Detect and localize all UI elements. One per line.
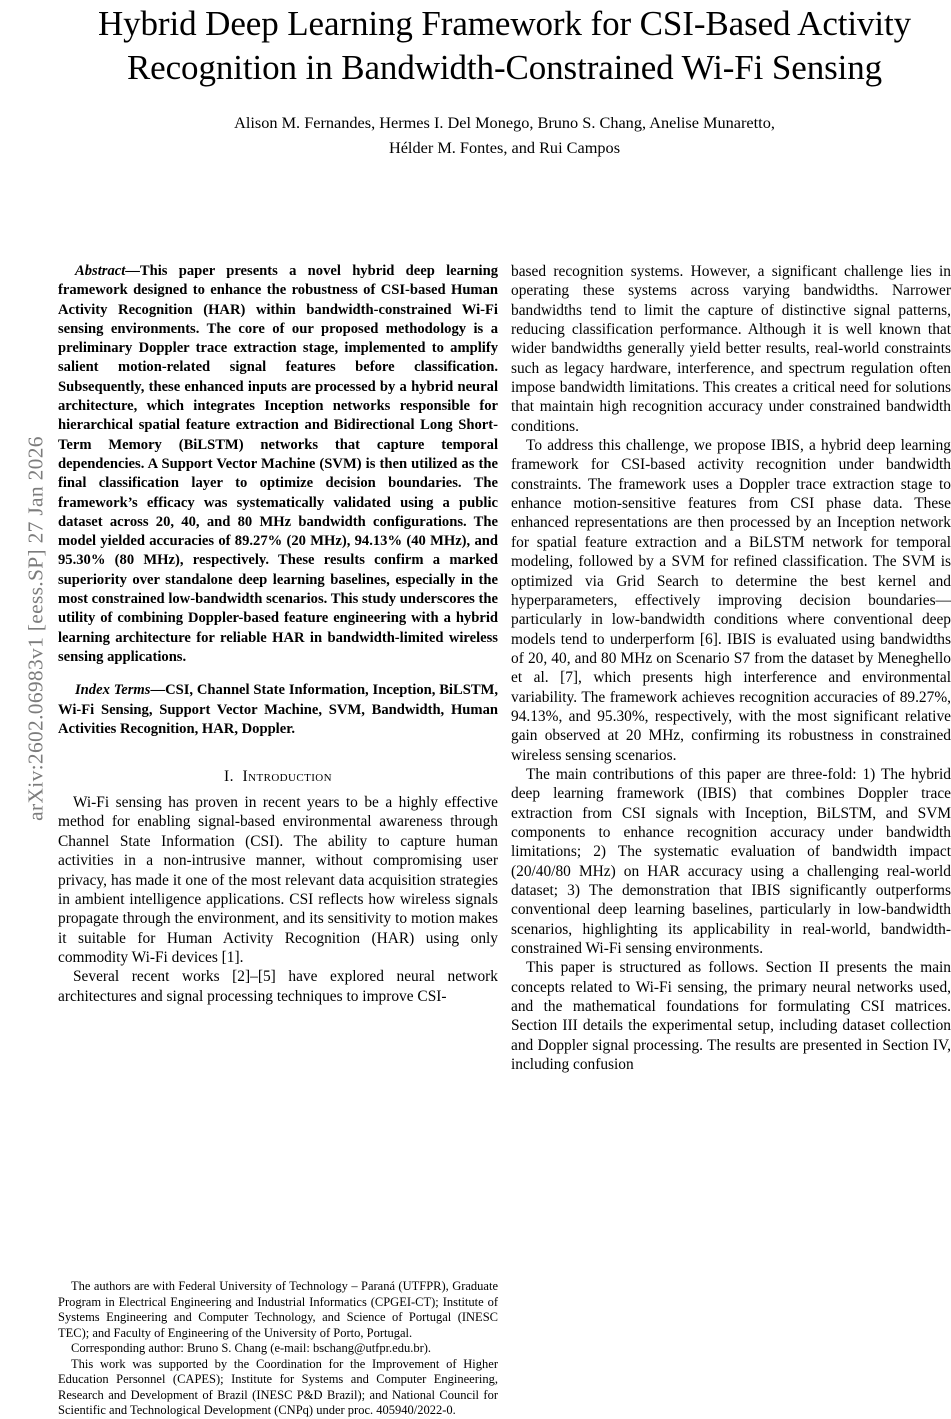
abstract-text: This paper presents a novel hybrid deep learning framework designed to enhance the robustness of CSI-based Human Activity Recognition (HAR) within bandwidth-constrained Wi-Fi sensing environments. The core of our proposed methodology is a preliminary Doppler trace extraction stage, implemented to amplify salient motion-related signal features before classification. Subsequently, these enhanced inputs are processed by a hybrid neural architecture, which integrates Inception networks responsible for hierarchical spatial feature extraction and Bidirectional Long Short-Term Memory (BiLSTM) networks that capture temporal dependencies. A Support Vector Machine (SVM) is then utilized as the final classification layer to optimize decision boundaries. The framework’s efficacy was systematically validated using a public dataset across 20, 40, and 80 MHz bandwidth configurations. The model yielded accuracies of 89.27% (20 MHz), 94.13% (40 MHz), and 95.30% (80 MHz), respectively. These results confirm a marked superiority over standalone deep learning baselines, especially in the most constrained low-bandwidth scenarios. This study underscores the utility of combining Doppler-based feature engineering with a hybrid learning architecture for reliable HAR in bandwidth-limited wireless sensing applications. <box>58 263 498 665</box>
section-numeral: I. <box>224 768 234 786</box>
column-right <box>511 262 951 1074</box>
page-title: Hybrid Deep Learning Framework for CSI-Based Activity Recognition in Bandwidth-Constrained Wi-Fi Sensing <box>97 4 912 87</box>
abstract-label: Abstract <box>75 263 126 279</box>
author-list <box>58 110 951 160</box>
footnote-funding: This work was supported by the Coordination for the Improvement of Higher Education Personnel (CAPES); Institute for Systems and Computer Engineering, Research and Development of Brazil (INESC P&D Brazil); and National Council for Scientific and Technological Development (CNPq) under proc. 405940/2022-0. <box>58 1356 498 1418</box>
column-left <box>58 262 498 1418</box>
abstract-paragraph <box>58 262 498 667</box>
abstract-dash: — <box>125 263 140 279</box>
body-paragraph-6: This paper is structured as follows. Section II presents the main concepts related to Wi-Fi sensing, the primary neural networks used, and the mathematical foundations for formulating CSI matrices. Section III details the experimental setup, including dataset collection and Doppler signal processing. The results are presented in Section IV, including confusion <box>511 959 951 1074</box>
author-line-2: Hélder M. Fontes, and Rui Campos <box>388 138 621 157</box>
section-heading-introduction <box>58 768 498 786</box>
footnote-corresponding-author: Corresponding author: Bruno S. Chang (e-mail: bschang@utfpr.edu.br). <box>71 1341 432 1356</box>
index-terms-dash: — <box>150 682 166 699</box>
index-terms-paragraph <box>58 681 498 739</box>
body-paragraph-1: Wi-Fi sensing has proven in recent years to be a highly effective method for enabling signal-based environmental awareness through Channel State Information (CSI). The ability to capture human activities in a non-intrusive manner, without compromising user privacy, has made it one of the most relevant data acquisition strategies in ambient intelligence applications. CSI reflects how wireless signals propagate through the environment, and its sensitivity to motion makes it suitable for Human Activity Recognition (HAR) using only commodity Wi-Fi devices [1]. <box>58 794 498 966</box>
section-name: Introduction <box>242 768 332 786</box>
body-paragraph-3: based recognition systems. However, a significant challenge lies in operating these systems across varying bandwidths. Narrower bandwidths tend to limit the capture of distinctive signal patterns, reducing classification performance. Although it is well known that wider bandwidths generally yield better results, real-world constraints such as legacy hardware, interference, and spectrum regulation often impose bandwidth limitations. This creates a critical need for solutions that maintain high recognition accuracy under constrained bandwidth conditions. <box>511 263 951 435</box>
footnote-block <box>58 1279 498 1419</box>
two-column-body <box>58 262 951 1418</box>
arxiv-identifier-stamp: arXiv:2602.06983v1 [eess.SP] 27 Jan 2026 <box>23 436 48 821</box>
index-terms-label: Index Terms <box>75 682 151 699</box>
body-paragraph-5: The main contributions of this paper are three-fold: 1) The hybrid deep learning framework (IBIS) that combines Doppler trace extraction from CSI signals with Inception, BiLSTM, and SVM components to enhance recognition accuracy under bandwidth limitations; 2) The systematic evaluation of bandwidth impact (20/40/80 MHz) on HAR accuracy using a challenging real-world dataset; 3) The demonstration that IBIS significantly outperforms conventional deep learning baselines, particularly in low-bandwidth scenarios, highlighting its applicability in real-world, bandwidth-constrained Wi-Fi sensing environments. <box>511 765 951 958</box>
index-terms-text: CSI, Channel State Information, Inception, BiLSTM, Wi-Fi Sensing, Support Vector Machine, SVM, Bandwidth, Human Activities Recognition, HAR, Doppler. <box>58 682 498 737</box>
footnote-affiliations: The authors are with Federal University of Technology – Paraná (UTFPR), Graduate Program in Electrical Engineering and Industrial Informatics (CPGEI-CT); Institute of Systems Engineering and Computer Technology, and Science of Portugal (INESC TEC); and Faculty of Engineering of the University of Porto, Portugal. <box>58 1279 498 1340</box>
author-line-1: Alison M. Fernandes, Hermes I. Del Monego, Bruno S. Chang, Anelise Munaretto, <box>234 113 775 132</box>
title-block <box>58 0 951 160</box>
body-paragraph-2: Several recent works [2]–[5] have explored neural network architectures and signal processing techniques to improve CSI- <box>58 968 498 1005</box>
body-paragraph-4: To address this challenge, we propose IBIS, a hybrid deep learning framework for CSI-based activity recognition under bandwidth constraints. The framework uses a Doppler trace extraction stage to enhance motion-sensitive features from CSI phase data. These enhanced representations are then processed by an Inception network for spatial feature extraction and a BiLSTM network for temporal modeling, followed by a SVM for refined classification. The SVM is optimized via Grid Search to determine the best kernel and hyperparameters, effectively improving decision boundaries—particularly in low-bandwidth conditions where conventional deep models tend to underperform [6]. IBIS is evaluated using bandwidths of 20, 40, and 80 MHz on Scenario S7 from the dataset by Meneghello et al. [7], which presents high interference and environmental variability. The framework achieves recognition accuracies of 89.27%, 94.13%, and 95.30%, respectively, with the most significant relative gain observed at 20 MHz, confirming its robustness in constrained wireless sensing scenarios. <box>511 437 951 764</box>
paper-page <box>58 0 951 1418</box>
